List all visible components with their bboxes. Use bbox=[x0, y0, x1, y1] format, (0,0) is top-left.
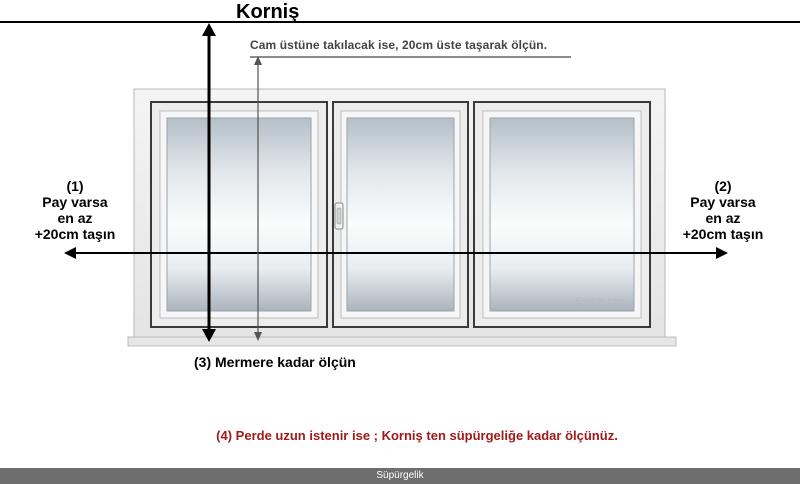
left-allowance-line3: +20cm taşın bbox=[34, 226, 116, 242]
left-allowance-label bbox=[20, 178, 130, 242]
left-allowance-line2: en az bbox=[57, 210, 93, 226]
long-curtain-instruction: (4) Perde uzun istenir ise ; Korniş ten süpürgeliğe kadar ölçünüz. bbox=[216, 428, 618, 443]
glass-pane-middle bbox=[347, 118, 454, 311]
left-allowance-line1: Pay varsa bbox=[42, 194, 108, 210]
left-allowance-number: (1) bbox=[66, 178, 84, 194]
baseboard-band bbox=[0, 468, 800, 484]
glass-pane-right bbox=[490, 118, 634, 311]
window-sash-middle bbox=[333, 102, 468, 327]
right-allowance-label bbox=[668, 178, 778, 242]
window-sash-left bbox=[151, 102, 327, 327]
window-handle bbox=[335, 203, 343, 229]
glass-pane-left bbox=[167, 118, 311, 311]
right-allowance-line2: en az bbox=[705, 210, 741, 226]
window-sash-right bbox=[474, 102, 650, 327]
glass-mount-note: Cam üstüne takılacak ise, 20cm üste taşarak ölçün. bbox=[250, 38, 548, 52]
marble-measure-label: (3) Mermere kadar ölçün bbox=[194, 354, 356, 370]
baseboard-label: Süpürgelik bbox=[376, 470, 424, 481]
right-allowance-line3: +20cm taşın bbox=[682, 226, 764, 242]
right-allowance-number: (2) bbox=[714, 178, 732, 194]
curtain-rod-title: Korniş bbox=[236, 1, 300, 23]
right-allowance-line1: Pay varsa bbox=[690, 194, 756, 210]
watermark-text: Eperde.com bbox=[576, 296, 625, 306]
